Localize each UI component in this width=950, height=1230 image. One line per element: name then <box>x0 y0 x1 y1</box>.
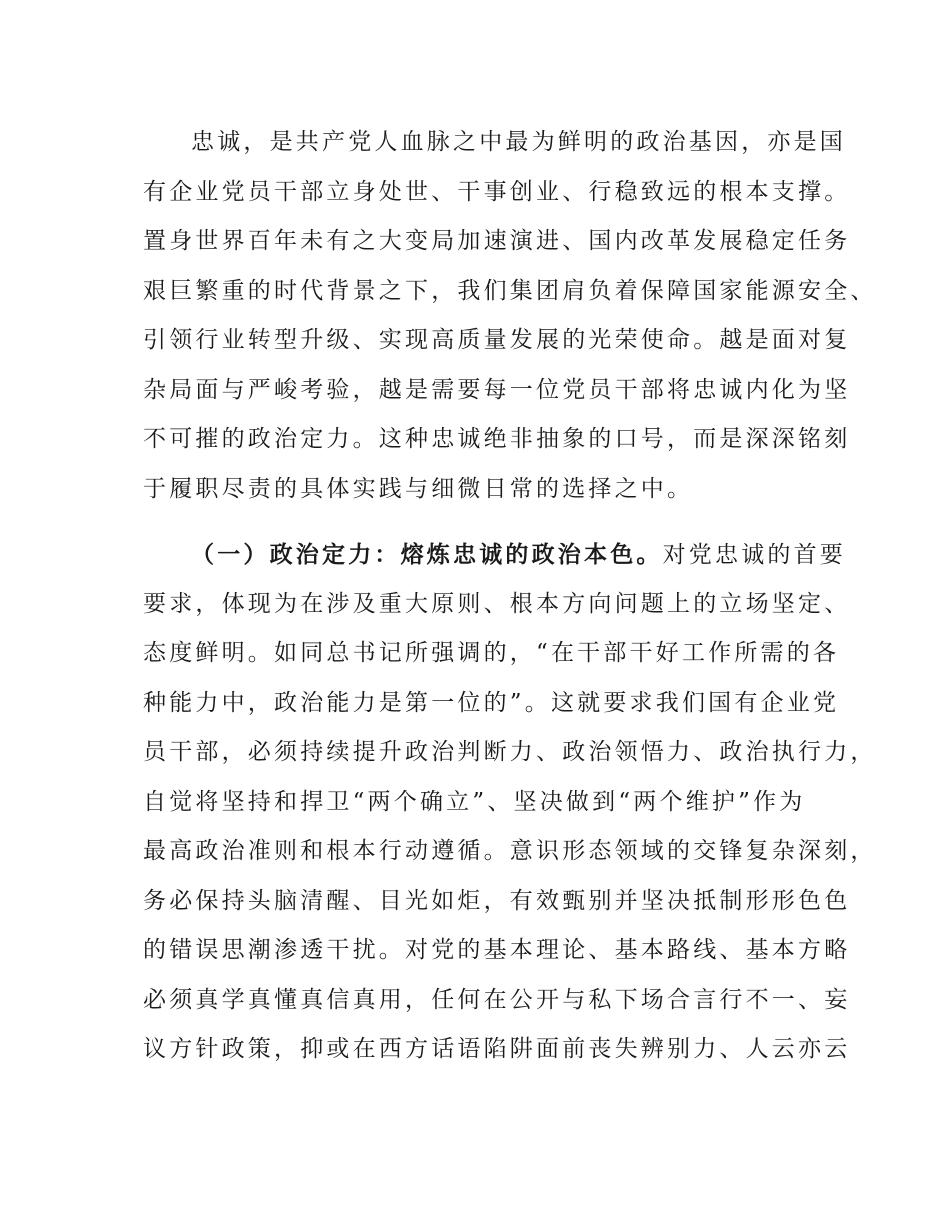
paragraph-first-line <box>143 530 847 580</box>
paragraph-political-resolve <box>143 530 877 1075</box>
paragraph-line: 的错误思潮渗透干扰。对党的基本理论、基本路线、基本方略 <box>143 937 851 963</box>
paragraph-line: 态度鲜明。如同总书记所强调的，“在干部干好工作所需的各 <box>143 640 840 666</box>
paragraph-line: 自觉将坚持和捍卫“两个确立”、坚决做到“两个维护”作为 <box>143 788 806 815</box>
paragraph-line: 置身世界百年未有之大变局加速演进、国内改革发展稳定任务 <box>143 228 851 254</box>
paragraph-line: 有企业党员干部立身处世、干事创业、行稳致远的根本支撑。 <box>143 178 851 205</box>
paragraph-line: 议方针政策，抑或在西方话语陷阱面前丧失辨别力、人云亦云 <box>143 1036 851 1062</box>
paragraph-loyalty-intro <box>143 118 877 514</box>
paragraph-line: 不可摧的政治定力。这种忠诚绝非抽象的口号，而是深深铭刻 <box>143 426 851 452</box>
paragraph-line: 要求，体现为在涉及重大原则、根本方向问题上的立场坚定、 <box>143 590 851 617</box>
paragraph-line: 引领行业转型升级、实现高质量发展的光荣使命。越是面对复 <box>143 327 851 353</box>
paragraph-line: 种能力中，政治能力是第一位的”。这就要求我们国有企业党 <box>143 689 840 716</box>
section-heading: （一）政治定力：熔炼忠诚的政治本色。 <box>191 541 663 568</box>
paragraph-line: 杂局面与严峻考验，越是需要每一位党员干部将忠诚内化为坚 <box>143 376 851 403</box>
paragraph-line: 于履职尽责的具体实践与细微日常的选择之中。 <box>143 475 694 502</box>
paragraph-line: 员干部，必须持续提升政治判断力、政治领悟力、政治执行力， <box>143 739 877 765</box>
paragraph-line: 艰巨繁重的时代背景之下，我们集团肩负着保障国家能源安全、 <box>143 277 877 304</box>
paragraph-line: 必须真学真懂真信真用，任何在公开与私下场合言行不一、妄 <box>143 986 851 1013</box>
paragraph-line: 忠诚，是共产党人血脉之中最为鲜明的政治基因，亦是国 <box>191 129 846 155</box>
heading-line-rest: 对党忠诚的首要 <box>662 542 847 568</box>
paragraph-line: 最高政治准则和根本行动遵循。意识形态领域的交锋复杂深刻， <box>143 838 877 864</box>
paragraph-line: 务必保持头脑清醒、目光如炬，有效甄别并坚决抵制形形色色 <box>143 887 851 914</box>
